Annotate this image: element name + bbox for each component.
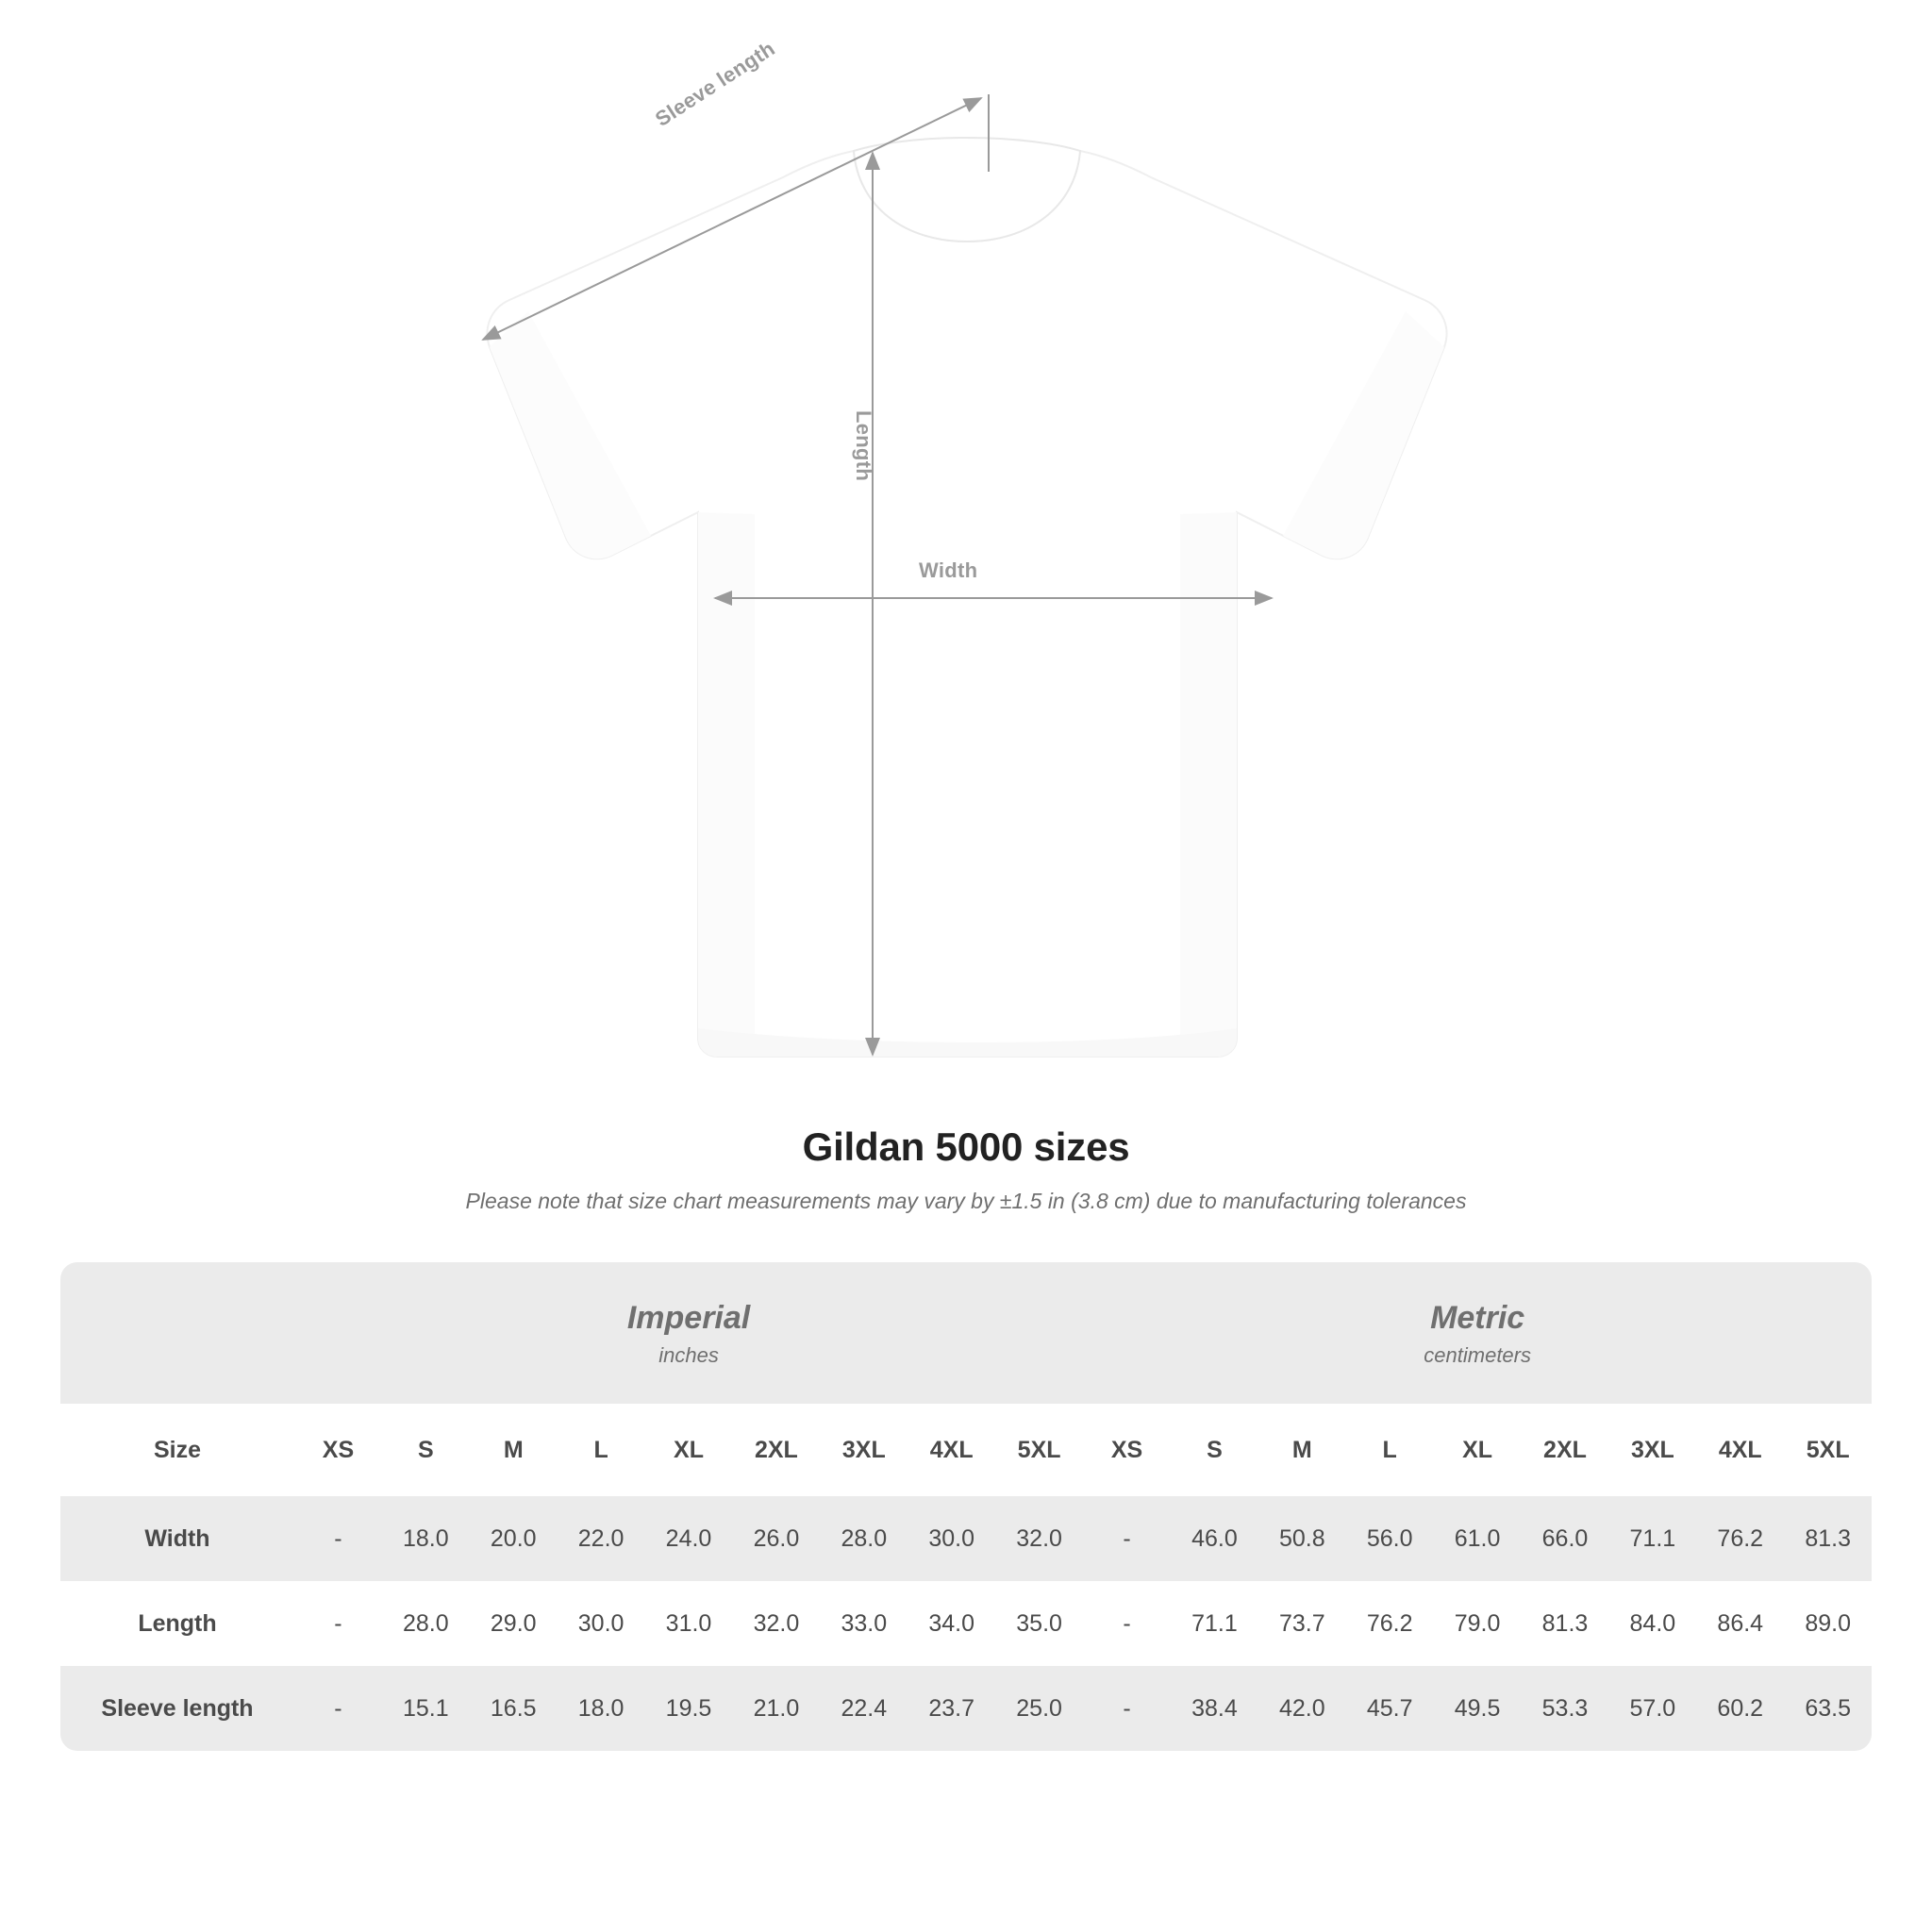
size-header-metric-xs: XS bbox=[1083, 1404, 1171, 1496]
cell-sleeve-imperial-4xl: 23.7 bbox=[908, 1666, 995, 1751]
unit-header-metric bbox=[1083, 1262, 1872, 1404]
cell-length-imperial-3xl: 33.0 bbox=[820, 1581, 908, 1666]
cell-sleeve-metric-s: 38.4 bbox=[1171, 1666, 1258, 1751]
cell-width-metric-5xl: 81.3 bbox=[1784, 1496, 1872, 1581]
table-row bbox=[60, 1666, 1872, 1751]
cell-width-metric-2xl: 66.0 bbox=[1522, 1496, 1609, 1581]
size-header-imperial-4xl: 4XL bbox=[908, 1404, 995, 1496]
size-header-metric-xl: XL bbox=[1434, 1404, 1522, 1496]
cell-sleeve-metric-xl: 49.5 bbox=[1434, 1666, 1522, 1751]
cell-length-metric-m: 73.7 bbox=[1258, 1581, 1346, 1666]
cell-length-imperial-l: 30.0 bbox=[558, 1581, 645, 1666]
page-title: Gildan 5000 sizes bbox=[802, 1124, 1130, 1169]
cell-length-imperial-5xl: 35.0 bbox=[995, 1581, 1083, 1666]
cell-length-imperial-xl: 31.0 bbox=[645, 1581, 733, 1666]
size-header-imperial-xl: XL bbox=[645, 1404, 733, 1496]
size-header-metric-l: L bbox=[1346, 1404, 1434, 1496]
cell-sleeve-metric-5xl: 63.5 bbox=[1784, 1666, 1872, 1751]
size-header-imperial-5xl: 5XL bbox=[995, 1404, 1083, 1496]
cell-length-metric-4xl: 86.4 bbox=[1696, 1581, 1784, 1666]
cell-width-metric-xs: - bbox=[1083, 1496, 1171, 1581]
cell-width-imperial-2xl: 26.0 bbox=[732, 1496, 820, 1581]
cell-width-imperial-xl: 24.0 bbox=[645, 1496, 733, 1581]
cell-length-imperial-s: 28.0 bbox=[382, 1581, 470, 1666]
unit-header-row bbox=[60, 1262, 1872, 1404]
cell-sleeve-imperial-2xl: 21.0 bbox=[732, 1666, 820, 1751]
size-header-imperial-m: M bbox=[470, 1404, 558, 1496]
cell-sleeve-imperial-5xl: 25.0 bbox=[995, 1666, 1083, 1751]
size-header-row bbox=[60, 1404, 1872, 1496]
unit-header-spacer bbox=[60, 1262, 294, 1404]
cell-length-metric-s: 71.1 bbox=[1171, 1581, 1258, 1666]
cell-width-imperial-xs: - bbox=[294, 1496, 382, 1581]
cell-width-imperial-4xl: 30.0 bbox=[908, 1496, 995, 1581]
cell-width-metric-xl: 61.0 bbox=[1434, 1496, 1522, 1581]
cell-sleeve-metric-4xl: 60.2 bbox=[1696, 1666, 1784, 1751]
unit-header-imperial bbox=[294, 1262, 1083, 1404]
size-header-imperial-2xl: 2XL bbox=[732, 1404, 820, 1496]
cell-width-metric-4xl: 76.2 bbox=[1696, 1496, 1784, 1581]
cell-sleeve-metric-m: 42.0 bbox=[1258, 1666, 1346, 1751]
size-header-imperial-3xl: 3XL bbox=[820, 1404, 908, 1496]
cell-length-imperial-2xl: 32.0 bbox=[732, 1581, 820, 1666]
cell-sleeve-metric-l: 45.7 bbox=[1346, 1666, 1434, 1751]
cell-length-imperial-xs: - bbox=[294, 1581, 382, 1666]
size-header-metric-s: S bbox=[1171, 1404, 1258, 1496]
cell-sleeve-imperial-3xl: 22.4 bbox=[820, 1666, 908, 1751]
cell-length-metric-xs: - bbox=[1083, 1581, 1171, 1666]
cell-length-metric-5xl: 89.0 bbox=[1784, 1581, 1872, 1666]
cell-width-metric-3xl: 71.1 bbox=[1608, 1496, 1696, 1581]
cell-width-imperial-m: 20.0 bbox=[470, 1496, 558, 1581]
cell-length-metric-2xl: 81.3 bbox=[1522, 1581, 1609, 1666]
row-label-sleeve-length: Sleeve length bbox=[60, 1666, 294, 1751]
size-header-label: Size bbox=[60, 1404, 294, 1496]
size-table bbox=[60, 1262, 1872, 1751]
unit-sub-imperial: inches bbox=[658, 1343, 719, 1368]
unit-title-metric: Metric bbox=[1430, 1299, 1525, 1336]
cell-sleeve-imperial-xs: - bbox=[294, 1666, 382, 1751]
cell-sleeve-metric-2xl: 53.3 bbox=[1522, 1666, 1609, 1751]
cell-width-metric-m: 50.8 bbox=[1258, 1496, 1346, 1581]
cell-length-metric-xl: 79.0 bbox=[1434, 1581, 1522, 1666]
cell-sleeve-imperial-m: 16.5 bbox=[470, 1666, 558, 1751]
cell-length-metric-l: 76.2 bbox=[1346, 1581, 1434, 1666]
cell-width-imperial-l: 22.0 bbox=[558, 1496, 645, 1581]
size-header-metric-5xl: 5XL bbox=[1784, 1404, 1872, 1496]
cell-length-metric-3xl: 84.0 bbox=[1608, 1581, 1696, 1666]
cell-length-imperial-m: 29.0 bbox=[470, 1581, 558, 1666]
table-row bbox=[60, 1496, 1872, 1581]
width-label: Width bbox=[919, 558, 978, 582]
cell-sleeve-imperial-xl: 19.5 bbox=[645, 1666, 733, 1751]
cell-width-metric-l: 56.0 bbox=[1346, 1496, 1434, 1581]
size-header-metric-4xl: 4XL bbox=[1696, 1404, 1784, 1496]
cell-width-imperial-3xl: 28.0 bbox=[820, 1496, 908, 1581]
cell-sleeve-imperial-s: 15.1 bbox=[382, 1666, 470, 1751]
cell-sleeve-imperial-l: 18.0 bbox=[558, 1666, 645, 1751]
size-header-metric-3xl: 3XL bbox=[1608, 1404, 1696, 1496]
size-table-wrapper bbox=[60, 1262, 1872, 1751]
size-header-imperial-s: S bbox=[382, 1404, 470, 1496]
title-block bbox=[0, 1124, 1932, 1214]
sleeve-length-label: Sleeve length bbox=[651, 36, 779, 131]
unit-sub-metric: centimeters bbox=[1424, 1343, 1531, 1368]
length-label: Length bbox=[852, 410, 875, 482]
table-row bbox=[60, 1581, 1872, 1666]
cell-width-imperial-s: 18.0 bbox=[382, 1496, 470, 1581]
row-label-length: Length bbox=[60, 1581, 294, 1666]
unit-title-imperial: Imperial bbox=[626, 1299, 751, 1336]
size-header-metric-2xl: 2XL bbox=[1522, 1404, 1609, 1496]
cell-width-metric-s: 46.0 bbox=[1171, 1496, 1258, 1581]
size-header-imperial-l: L bbox=[558, 1404, 645, 1496]
cell-length-imperial-4xl: 34.0 bbox=[908, 1581, 995, 1666]
cell-sleeve-metric-xs: - bbox=[1083, 1666, 1171, 1751]
cell-width-imperial-5xl: 32.0 bbox=[995, 1496, 1083, 1581]
cell-sleeve-metric-3xl: 57.0 bbox=[1608, 1666, 1696, 1751]
row-label-width: Width bbox=[60, 1496, 294, 1581]
size-header-metric-m: M bbox=[1258, 1404, 1346, 1496]
size-header-imperial-xs: XS bbox=[294, 1404, 382, 1496]
tolerance-note: Please note that size chart measurements may vary by ±1.5 in (3.8 cm) due to manufacturing tolerances bbox=[465, 1189, 1467, 1213]
